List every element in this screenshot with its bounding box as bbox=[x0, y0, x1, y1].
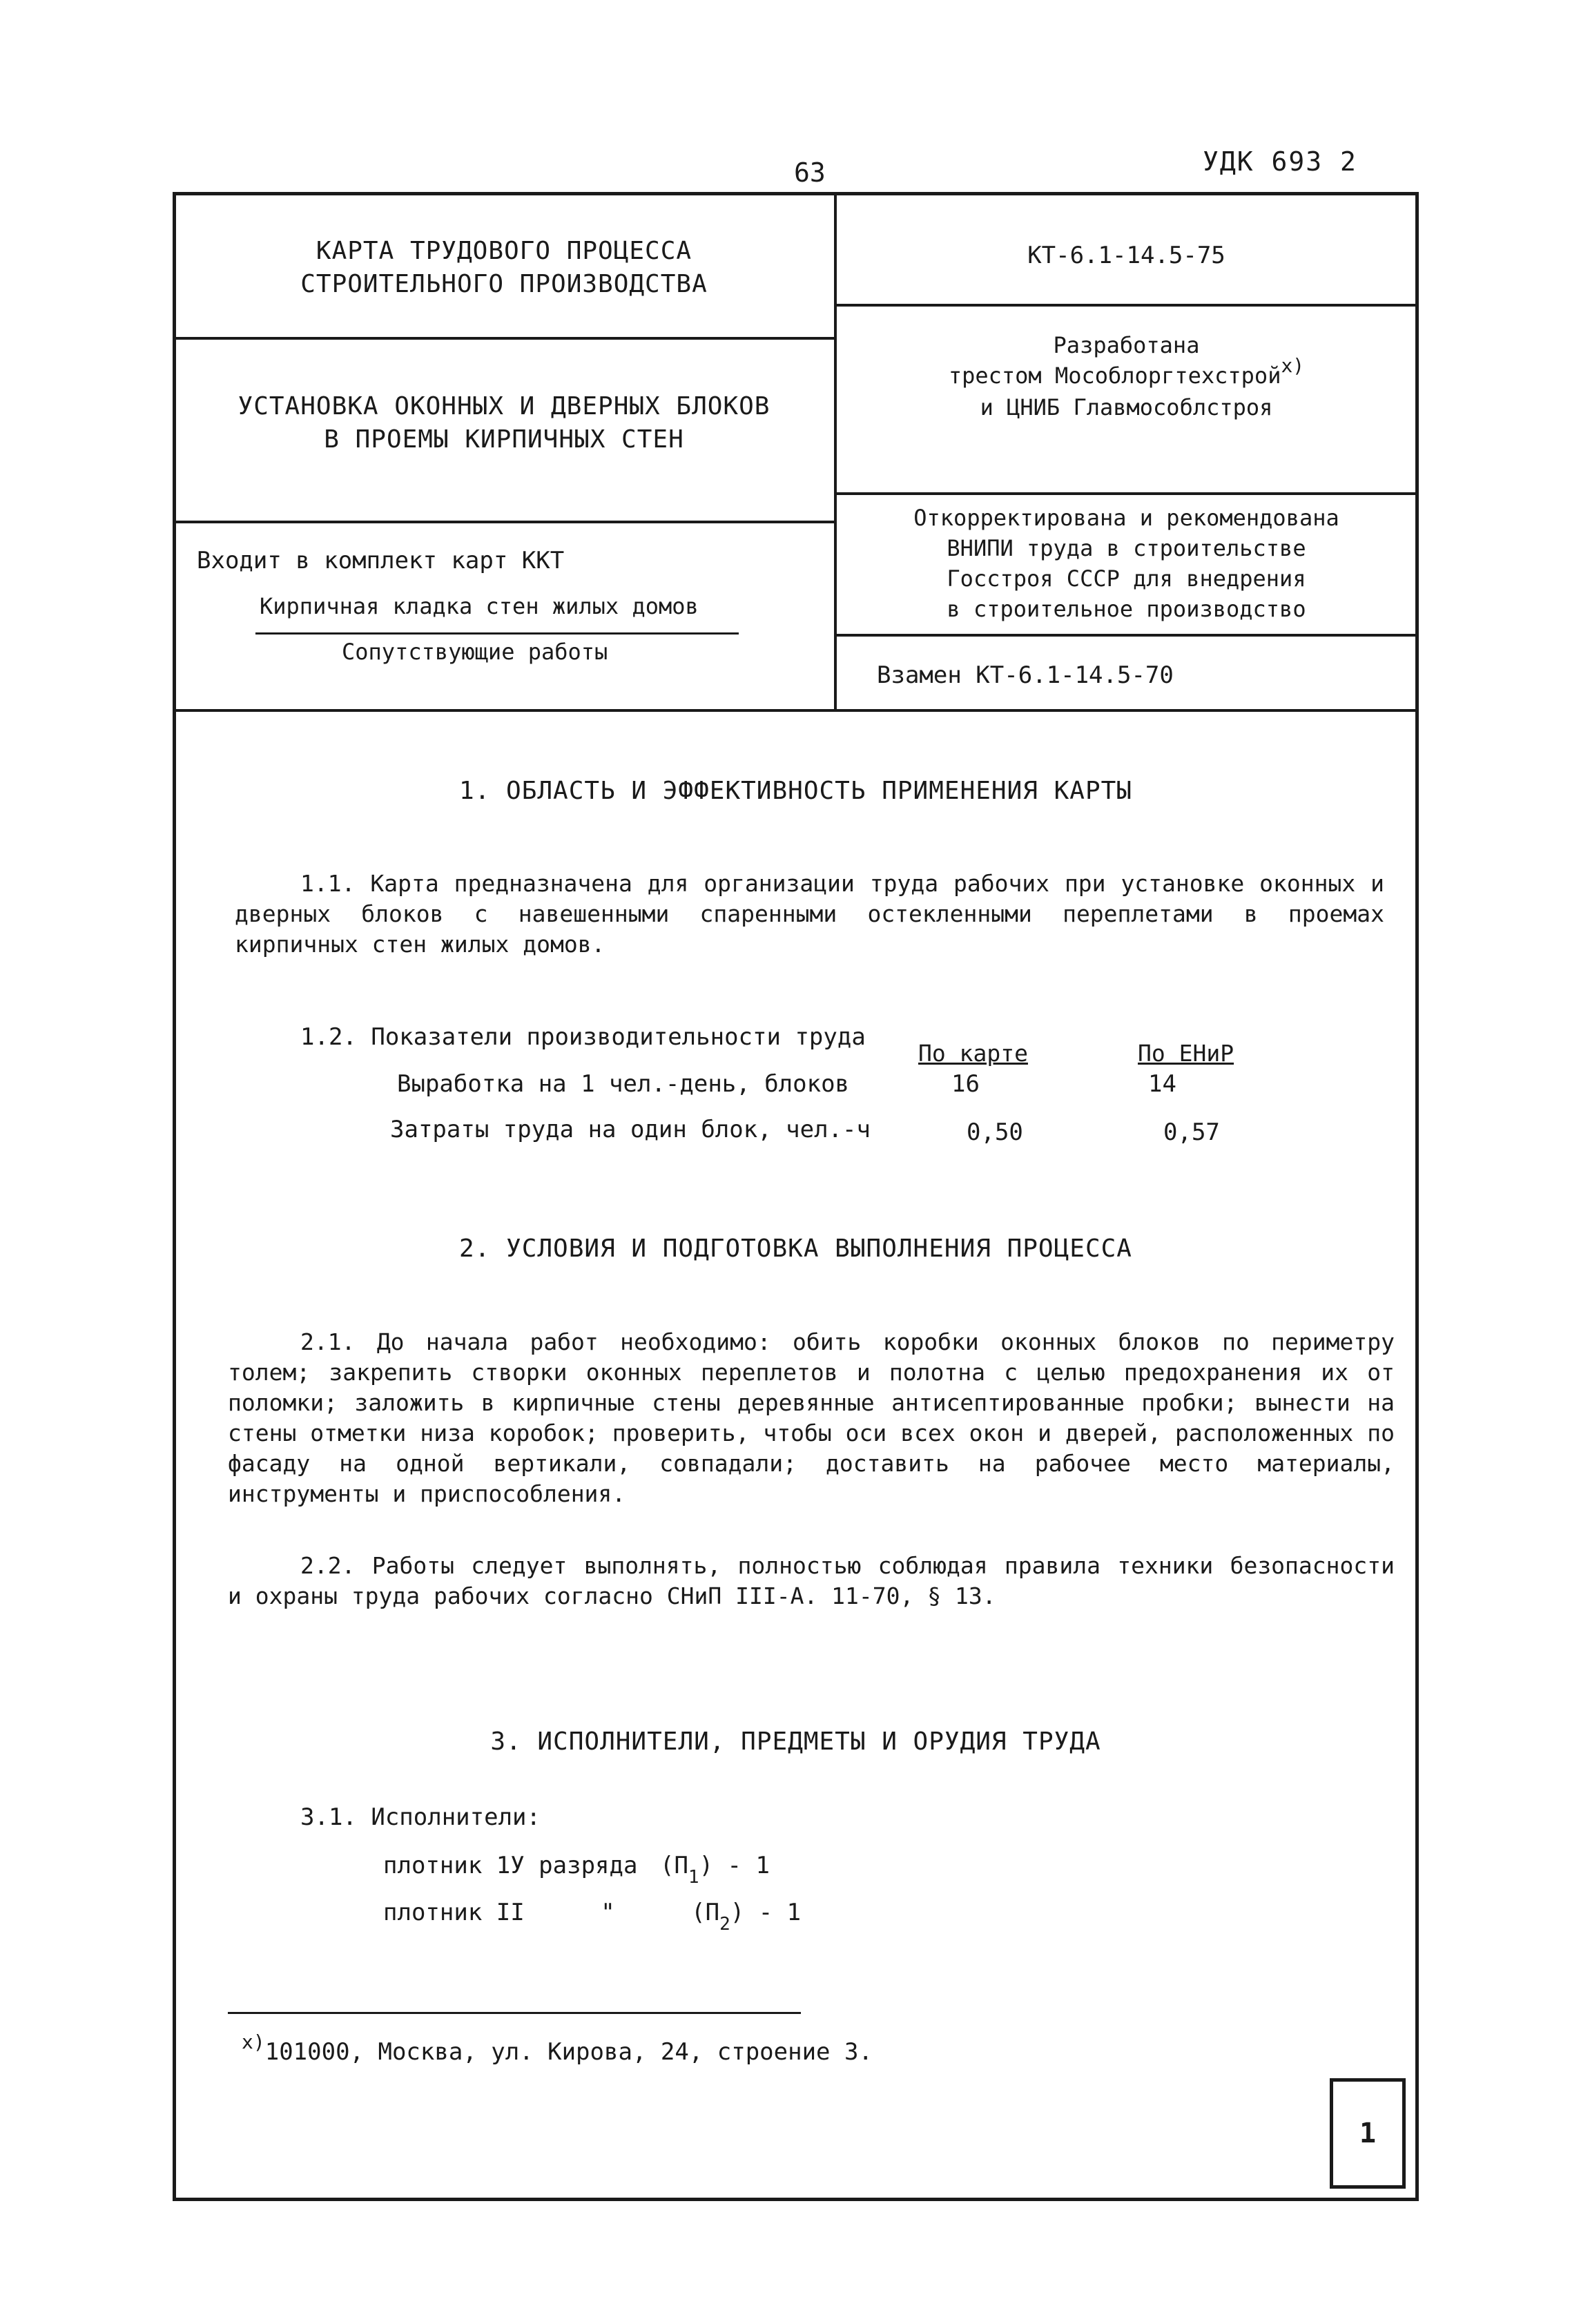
worker-2-code: П bbox=[705, 1899, 720, 1926]
section-3-heading: 3. ИСПОЛНИТЕЛИ, ПРЕДМЕТЫ И ОРУДИЯ ТРУДА bbox=[490, 1727, 1101, 1756]
footnote bbox=[242, 2031, 873, 2069]
corrected-line-1: Откорректирована и рекомендована bbox=[913, 505, 1339, 531]
worker-2-text: плотник II bbox=[383, 1899, 525, 1926]
worker-1-subscript: 1 bbox=[688, 1867, 699, 1888]
developed-line-3: и ЦНИБ Главмособлстроя bbox=[980, 394, 1273, 420]
footnote-text: 101000, Москва, ул. Кирова, 24, строение 3. bbox=[264, 2038, 873, 2066]
replaces-note: Взамен КТ-6.1-14.5-70 bbox=[877, 661, 1174, 689]
page-number: 63 bbox=[794, 157, 826, 188]
included-set-underline bbox=[255, 632, 739, 635]
card-type-line-2: СТРОИТЕЛЬНОГО ПРОИЗВОДСТВА bbox=[300, 270, 708, 298]
developed-line-2: трестом Мособлоргтехстрой bbox=[948, 362, 1281, 389]
column-head-enir: По ЕНиР bbox=[1138, 1040, 1234, 1067]
row-labor-card: 0,50 bbox=[967, 1119, 1023, 1146]
sheet-number-box bbox=[1330, 2078, 1406, 2189]
header-bottom-line bbox=[174, 709, 1417, 712]
worker-1-code: П bbox=[674, 1852, 688, 1879]
worker-2-subscript: 2 bbox=[719, 1914, 730, 1935]
included-label: Входит в комплект карт ККТ bbox=[197, 547, 565, 574]
section-1-heading: 1. ОБЛАСТЬ И ЭФФЕКТИВНОСТЬ ПРИМЕНЕНИЯ КАРТЫ bbox=[459, 777, 1132, 805]
header-divider-right-3 bbox=[834, 634, 1417, 637]
header-divider-right-2 bbox=[834, 492, 1417, 495]
footnote-mark: х) bbox=[242, 2031, 265, 2053]
corrected-block bbox=[835, 503, 1417, 624]
developed-footnote-mark: х) bbox=[1281, 354, 1305, 377]
worker-2-count: ) - 1 bbox=[730, 1899, 802, 1926]
header-divider-left-1 bbox=[174, 337, 834, 340]
sheet-number: 1 bbox=[1359, 2118, 1377, 2149]
worker-2-ditto-mark: " bbox=[601, 1899, 615, 1926]
paragraph-2-2: 2.2. Работы следует выполнять, полностью соблюдая правила техники безопасности и охраны труда рабочих согласно СНиП III-А. 11-70, § 13. bbox=[228, 1552, 1395, 1609]
card-type-title bbox=[174, 235, 834, 301]
row-labor-label: Затраты труда на один блок, чел.-ч bbox=[390, 1116, 871, 1143]
worker-1-line: плотник 1У разряда $(П_1) - 1$ bbox=[383, 1852, 770, 1888]
card-title bbox=[174, 390, 834, 456]
paragraph-1-2-label: 1.2. Показатели производительности труда bbox=[300, 1023, 866, 1051]
card-code: КТ-6.1-14.5-75 bbox=[1027, 242, 1225, 269]
corrected-line-4: в строительное производство bbox=[947, 596, 1306, 622]
developed-line-1: Разработана bbox=[1053, 332, 1200, 358]
paragraph-3-1: 3.1. Исполнители: bbox=[300, 1803, 541, 1831]
worker-2-line: плотник II " $(П_2) - 1$ bbox=[383, 1899, 802, 1935]
included-sub: Сопутствующие работы bbox=[342, 639, 608, 665]
worker-1-text: плотник 1У разряда bbox=[383, 1852, 638, 1879]
corrected-line-2: ВНИПИ труда в строительстве bbox=[947, 535, 1306, 561]
included-set: Кирпичная кладка стен жилых домов bbox=[260, 593, 699, 619]
udk-code: УДК 693 2 bbox=[1203, 146, 1357, 177]
worker-1-count: ) - 1 bbox=[699, 1852, 770, 1879]
section-2-heading: 2. УСЛОВИЯ И ПОДГОТОВКА ВЫПОЛНЕНИЯ ПРОЦЕССА bbox=[459, 1234, 1132, 1263]
header-divider-right-1 bbox=[834, 304, 1417, 307]
footnote-rule bbox=[228, 2012, 801, 2014]
row-labor-enir: 0,57 bbox=[1163, 1119, 1220, 1146]
developed-block bbox=[835, 330, 1417, 423]
header-divider-left-2 bbox=[174, 521, 834, 523]
corrected-line-3: Госстроя СССР для внедрения bbox=[947, 565, 1306, 592]
column-head-card: По карте bbox=[918, 1040, 1028, 1067]
row-output-card: 16 bbox=[951, 1070, 980, 1098]
row-output-enir: 14 bbox=[1148, 1070, 1176, 1098]
paragraph-2-1: 2.1. До начала работ необходимо: обить коробки оконных блоков по периметру толем; закрепить створки оконных переплетов и полотна с целью предохранения их от поломки; заложить в кирпичные стены деревянные антисептированные пробки; вынести на стены отметки низа коробок; проверить, чтобы оси всех окон и дверей, расположенных по фасаду на одной вертикали, совпадали; доставить на рабочее место материалы, инструменты и приспособления. bbox=[228, 1328, 1395, 1507]
card-title-line-2: В ПРОЕМЫ КИРПИЧНЫХ СТЕН bbox=[324, 425, 684, 454]
row-output-label: Выработка на 1 чел.-день, блоков bbox=[397, 1070, 850, 1098]
card-type-line-1: КАРТА ТРУДОВОГО ПРОЦЕССА bbox=[316, 237, 692, 265]
card-title-line-1: УСТАНОВКА ОКОННЫХ И ДВЕРНЫХ БЛОКОВ bbox=[237, 392, 770, 420]
paragraph-1-1: 1.1. Карта предназначена для организации труда рабочих при установке оконных и дверных блоков с навешенными спаренными остекленными переплетами в проемах кирпичных стен жилых домов. bbox=[235, 870, 1384, 958]
